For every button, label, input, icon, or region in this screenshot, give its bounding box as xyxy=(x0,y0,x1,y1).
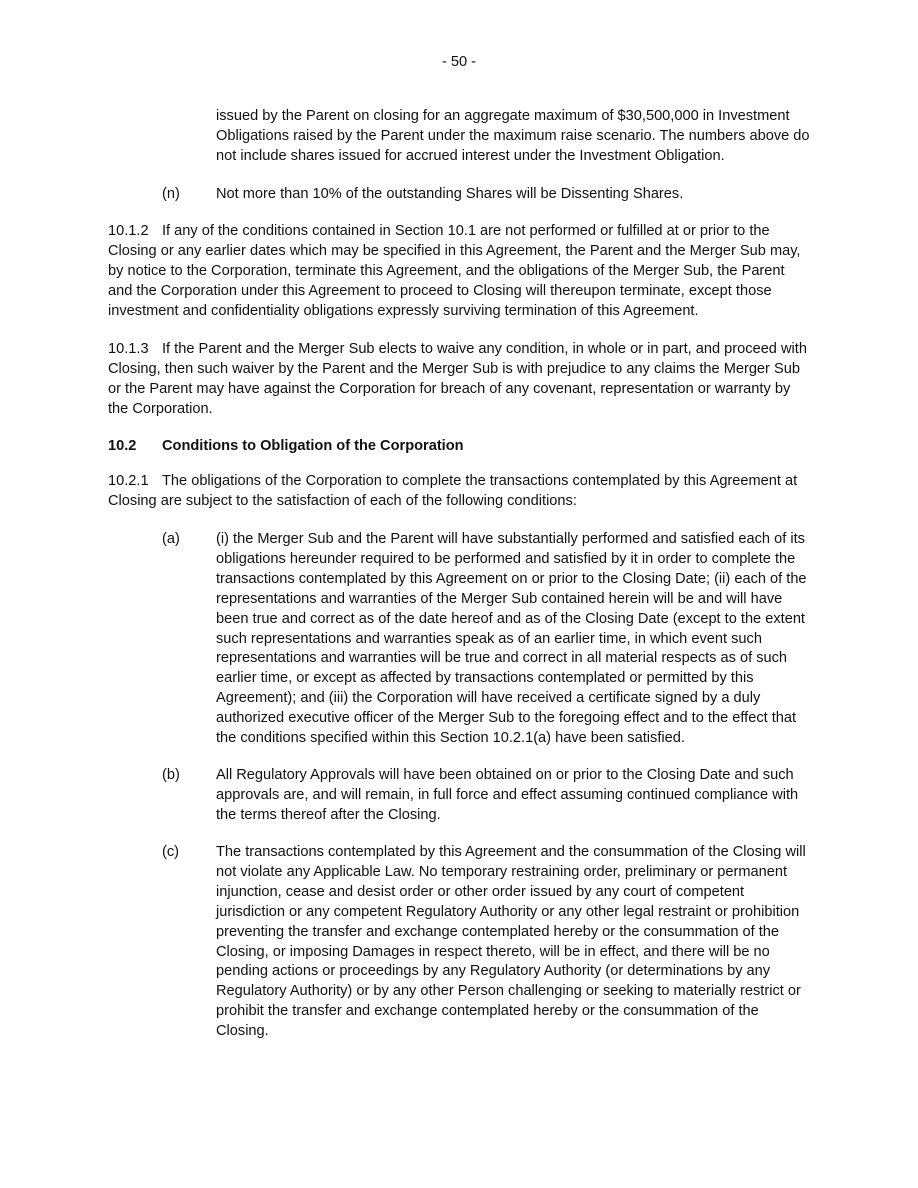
section-10-2-number: 10.2 xyxy=(108,438,137,454)
clause-10-2-1 xyxy=(108,472,808,512)
section-10-2-title: Conditions to Obligation of the Corporation xyxy=(162,438,464,454)
clause-10-1-3 xyxy=(108,340,808,420)
condition-item-b-text: All Regulatory Approvals will have been obtained on or prior to the Closing Date and such approvals are, and will remain, in full force and effect assuming continued compliance with the terms thereof after the Closing. xyxy=(216,767,799,823)
clause-10-1-2-text: If any of the conditions contained in Section 10.1 are not performed or fulfilled at or prior to the Closing or any earlier dates which may be specified in this Agreement, the Parent and the Merger Sub may, by notice to the Corporation, terminate this Agreement, and the obligations of the Merger Sub, the Parent and the Corporation under this Agreement to proceed to Closing will thereupon terminate, except those investment and confidentiality obligations expressly surviving termination of this Agreement. xyxy=(108,223,801,319)
clause-10-1-3-text: If the Parent and the Merger Sub elects to waive any condition, in whole or in part, and proceed with Closing, then such waiver by the Parent and the Merger Sub is with prejudice to any claims the Merger Sub or the Parent may have against the Corporation for breach of any covenant, representation or warranty by the Corporation. xyxy=(108,341,807,417)
condition-item-c-text: The transactions contemplated by this Agreement and the consummation of the Closing will not violate any Applicable Law. No temporary restraining order, preliminary or permanent injunction, cease and desist order or other order issued by any court of competent jurisdiction or any competent Regulatory Authority or any other legal restraint or prohibition preventing the transfer and exchange contemplated hereby or the consummation of the Closing, or imposing Damages in respect thereto, will be in effect, and there will be no pending actions or proceedings by any Regulatory Authority (or determinations by any Regulatory Authority) or by any other Person challenging or seeking to materially restrict or prohibit the transfer and exchange contemplated hereby or the consummation of the Closing. xyxy=(216,844,806,1040)
continuation-paragraph: issued by the Parent on closing for an aggregate maximum of $30,500,000 in Investment Obligations raised by the Parent under the maximum raise scenario. The numbers above do not include shares issued for accrued interest under the Investment Obligation. xyxy=(216,108,810,164)
condition-item-b-label: (b) xyxy=(162,767,180,783)
page-number: - 50 - xyxy=(441,54,477,70)
clause-10-2-1-number: 10.2.1 xyxy=(108,473,149,489)
condition-item-c-label: (c) xyxy=(162,844,180,860)
clause-10-1-2 xyxy=(108,222,808,322)
section-10-2-heading xyxy=(108,437,808,457)
condition-item-a-label: (a) xyxy=(162,531,180,547)
clause-10-1-2-number: 10.1.2 xyxy=(108,223,149,239)
clause-10-2-1-text: The obligations of the Corporation to complete the transactions contemplated by this Agreement at Closing are subject to the satisfaction of each of the following conditions: xyxy=(108,473,798,509)
condition-item-a-text: (i) the Merger Sub and the Parent will have substantially performed and satisfied each of its obligations hereunder required to be performed and satisfied by it in order to complete the transactions contemplated by this Agreement on or prior to the Closing Date; (ii) each of the representations and warranties of the Merger Sub contained herein will be and will have been true and correct as of the date hereof and as of the Closing Date (except to the extent such representations and warranties speak as of an earlier time, in which event such representations and warranties will be true and correct in all material respects as of such earlier time, or except as affected by transactions contemplated or permitted by this Agreement); and (iii) the Corporation will have received a certificate signed by a duly authorized executive officer of the Merger Sub to the foregoing effect and to the effect that the conditions specified within this Section 10.2.1(a) have been satisfied. xyxy=(216,531,807,747)
condition-item-n-text: Not more than 10% of the outstanding Shares will be Dissenting Shares. xyxy=(216,186,684,202)
clause-10-1-3-number: 10.1.3 xyxy=(108,341,149,357)
condition-item-n-label: (n) xyxy=(162,186,180,202)
